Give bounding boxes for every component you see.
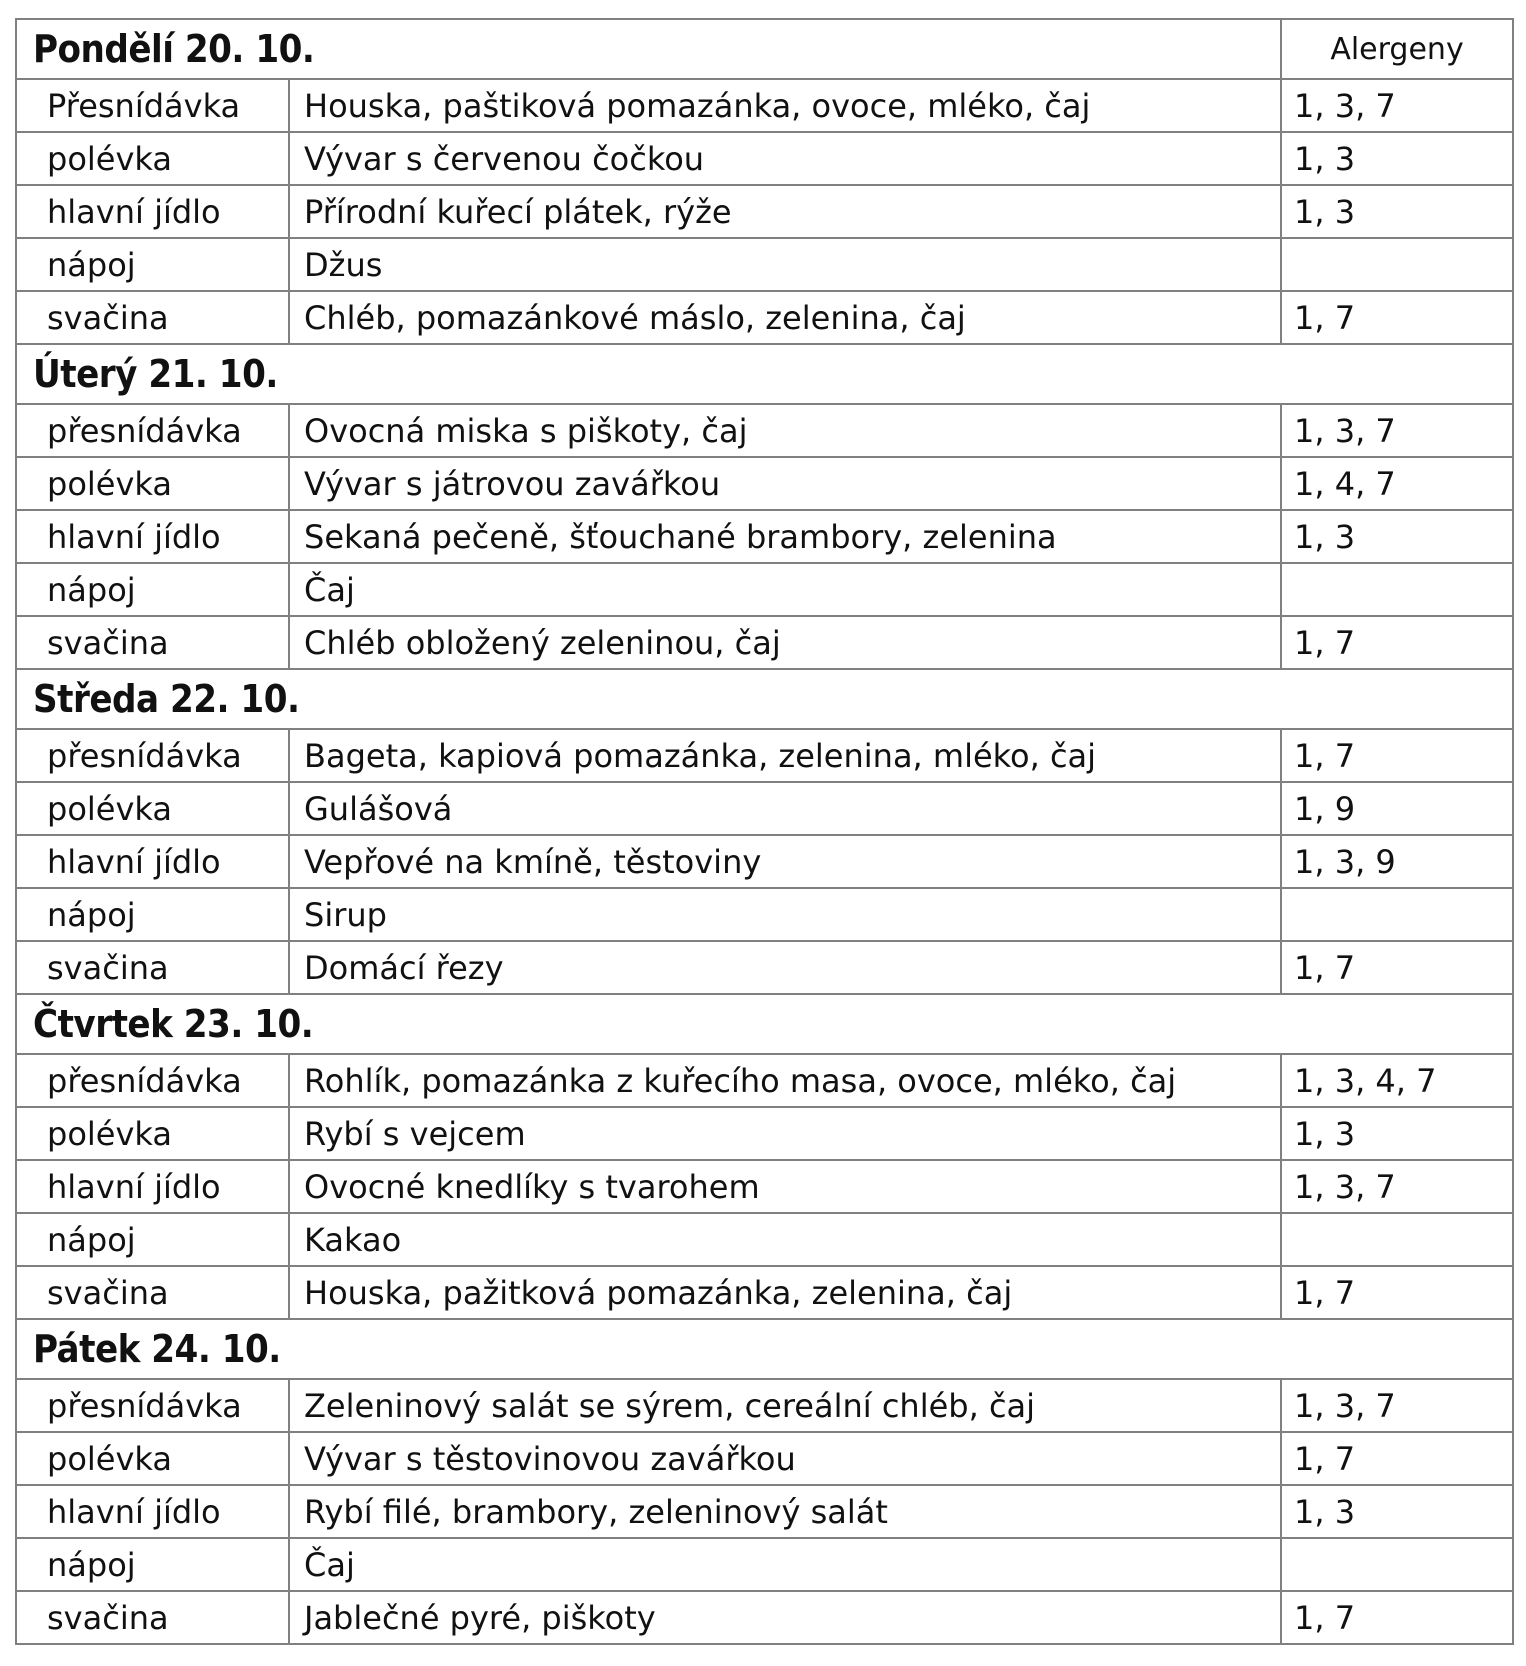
meal-allergens-cell: 1, 7 [1281, 616, 1513, 669]
meal-row [16, 1591, 1513, 1644]
meal-row [16, 185, 1513, 238]
meal-allergens-cell: 1, 3, 7 [1281, 404, 1513, 457]
meal-row [16, 1054, 1513, 1107]
meal-dish-cell: Houska, paštiková pomazánka, ovoce, mléko, čaj [289, 79, 1281, 132]
meal-dish-cell: Ovocné knedlíky s tvarohem [289, 1160, 1281, 1213]
meal-row [16, 941, 1513, 994]
meal-allergens-cell [1281, 563, 1513, 616]
meal-type-cell: nápoj [16, 1538, 289, 1591]
meal-row [16, 238, 1513, 291]
meal-row [16, 457, 1513, 510]
meal-type-cell: hlavní jídlo [16, 510, 289, 563]
day-header-row [16, 1319, 1513, 1379]
meal-dish-cell: Vývar s játrovou zavářkou [289, 457, 1281, 510]
meal-row [16, 132, 1513, 185]
meal-row [16, 404, 1513, 457]
meal-dish-cell: Přírodní kuřecí plátek, rýže [289, 185, 1281, 238]
meal-type-cell: nápoj [16, 238, 289, 291]
day-header-row [16, 994, 1513, 1054]
meal-dish-cell: Sekaná pečeně, šťouchané brambory, zelenina [289, 510, 1281, 563]
meal-dish-cell: Chléb, pomazánkové máslo, zelenina, čaj [289, 291, 1281, 344]
meal-dish-cell: Rybí filé, brambory, zeleninový salát [289, 1485, 1281, 1538]
day-title: Pondělí 20. 10. [16, 19, 1281, 79]
day-title: Úterý 21. 10. [16, 344, 1513, 404]
day-header-row [16, 669, 1513, 729]
meal-row [16, 1213, 1513, 1266]
meal-type-cell: svačina [16, 1591, 289, 1644]
meal-type-cell: svačina [16, 941, 289, 994]
meal-row [16, 729, 1513, 782]
meal-allergens-cell: 1, 9 [1281, 782, 1513, 835]
meal-type-cell: přesnídávka [16, 1379, 289, 1432]
meal-type-cell: nápoj [16, 563, 289, 616]
meal-row [16, 1160, 1513, 1213]
meal-row [16, 1379, 1513, 1432]
day-title: Středa 22. 10. [16, 669, 1513, 729]
meal-dish-cell: Gulášová [289, 782, 1281, 835]
meal-row [16, 1432, 1513, 1485]
meal-dish-cell: Čaj [289, 563, 1281, 616]
meal-dish-cell: Houska, pažitková pomazánka, zelenina, čaj [289, 1266, 1281, 1319]
day-header-row [16, 19, 1513, 79]
meal-type-cell: hlavní jídlo [16, 835, 289, 888]
meal-type-cell: svačina [16, 291, 289, 344]
meal-dish-cell: Domácí řezy [289, 941, 1281, 994]
meal-row [16, 835, 1513, 888]
allergens-column-header: Alergeny [1281, 19, 1513, 79]
meal-row [16, 782, 1513, 835]
meal-allergens-cell: 1, 3 [1281, 185, 1513, 238]
meal-dish-cell: Bageta, kapiová pomazánka, zelenina, mléko, čaj [289, 729, 1281, 782]
day-title: Pátek 24. 10. [16, 1319, 1513, 1379]
meal-type-cell: přesnídávka [16, 1054, 289, 1107]
meal-dish-cell: Kakao [289, 1213, 1281, 1266]
meal-allergens-cell: 1, 4, 7 [1281, 457, 1513, 510]
meal-type-cell: nápoj [16, 1213, 289, 1266]
meal-allergens-cell: 1, 3 [1281, 1107, 1513, 1160]
meal-allergens-cell: 1, 3, 7 [1281, 1160, 1513, 1213]
weekly-menu-table [15, 18, 1514, 1645]
meal-type-cell: hlavní jídlo [16, 1160, 289, 1213]
meal-row [16, 616, 1513, 669]
meal-allergens-cell: 1, 3, 7 [1281, 1379, 1513, 1432]
meal-type-cell: polévka [16, 782, 289, 835]
meal-dish-cell: Džus [289, 238, 1281, 291]
meal-row [16, 291, 1513, 344]
meal-allergens-cell: 1, 3, 9 [1281, 835, 1513, 888]
meal-type-cell: nápoj [16, 888, 289, 941]
meal-row [16, 888, 1513, 941]
meal-allergens-cell: 1, 3 [1281, 132, 1513, 185]
meal-allergens-cell: 1, 3, 4, 7 [1281, 1054, 1513, 1107]
day-header-row [16, 344, 1513, 404]
meal-allergens-cell: 1, 3 [1281, 1485, 1513, 1538]
meal-dish-cell: Vývar s červenou čočkou [289, 132, 1281, 185]
meal-dish-cell: Rohlík, pomazánka z kuřecího masa, ovoce, mléko, čaj [289, 1054, 1281, 1107]
meal-type-cell: svačina [16, 616, 289, 669]
meal-row [16, 1266, 1513, 1319]
meal-allergens-cell: 1, 7 [1281, 291, 1513, 344]
meal-allergens-cell [1281, 1538, 1513, 1591]
meal-row [16, 1538, 1513, 1591]
meal-row [16, 79, 1513, 132]
meal-allergens-cell: 1, 7 [1281, 941, 1513, 994]
meal-dish-cell: Rybí s vejcem [289, 1107, 1281, 1160]
meal-allergens-cell [1281, 238, 1513, 291]
meal-type-cell: polévka [16, 1432, 289, 1485]
meal-type-cell: přesnídávka [16, 404, 289, 457]
meal-dish-cell: Sirup [289, 888, 1281, 941]
meal-type-cell: polévka [16, 1107, 289, 1160]
meal-allergens-cell: 1, 3, 7 [1281, 79, 1513, 132]
meal-row [16, 1485, 1513, 1538]
meal-type-cell: Přesnídávka [16, 79, 289, 132]
meal-type-cell: hlavní jídlo [16, 185, 289, 238]
meal-dish-cell: Čaj [289, 1538, 1281, 1591]
meal-row [16, 510, 1513, 563]
meal-allergens-cell: 1, 7 [1281, 1432, 1513, 1485]
meal-type-cell: polévka [16, 457, 289, 510]
meal-type-cell: přesnídávka [16, 729, 289, 782]
meal-dish-cell: Jablečné pyré, piškoty [289, 1591, 1281, 1644]
meal-allergens-cell: 1, 7 [1281, 729, 1513, 782]
meal-dish-cell: Vývar s těstovinovou zavářkou [289, 1432, 1281, 1485]
meal-dish-cell: Zeleninový salát se sýrem, cereální chléb, čaj [289, 1379, 1281, 1432]
meal-type-cell: polévka [16, 132, 289, 185]
meal-dish-cell: Ovocná miska s piškoty, čaj [289, 404, 1281, 457]
menu-body [16, 19, 1513, 1644]
meal-allergens-cell: 1, 7 [1281, 1591, 1513, 1644]
day-title: Čtvrtek 23. 10. [16, 994, 1513, 1054]
meal-allergens-cell: 1, 3 [1281, 510, 1513, 563]
meal-dish-cell: Vepřové na kmíně, těstoviny [289, 835, 1281, 888]
meal-dish-cell: Chléb obložený zeleninou, čaj [289, 616, 1281, 669]
meal-allergens-cell [1281, 888, 1513, 941]
meal-allergens-cell [1281, 1213, 1513, 1266]
meal-row [16, 563, 1513, 616]
meal-type-cell: svačina [16, 1266, 289, 1319]
meal-row [16, 1107, 1513, 1160]
meal-type-cell: hlavní jídlo [16, 1485, 289, 1538]
meal-allergens-cell: 1, 7 [1281, 1266, 1513, 1319]
